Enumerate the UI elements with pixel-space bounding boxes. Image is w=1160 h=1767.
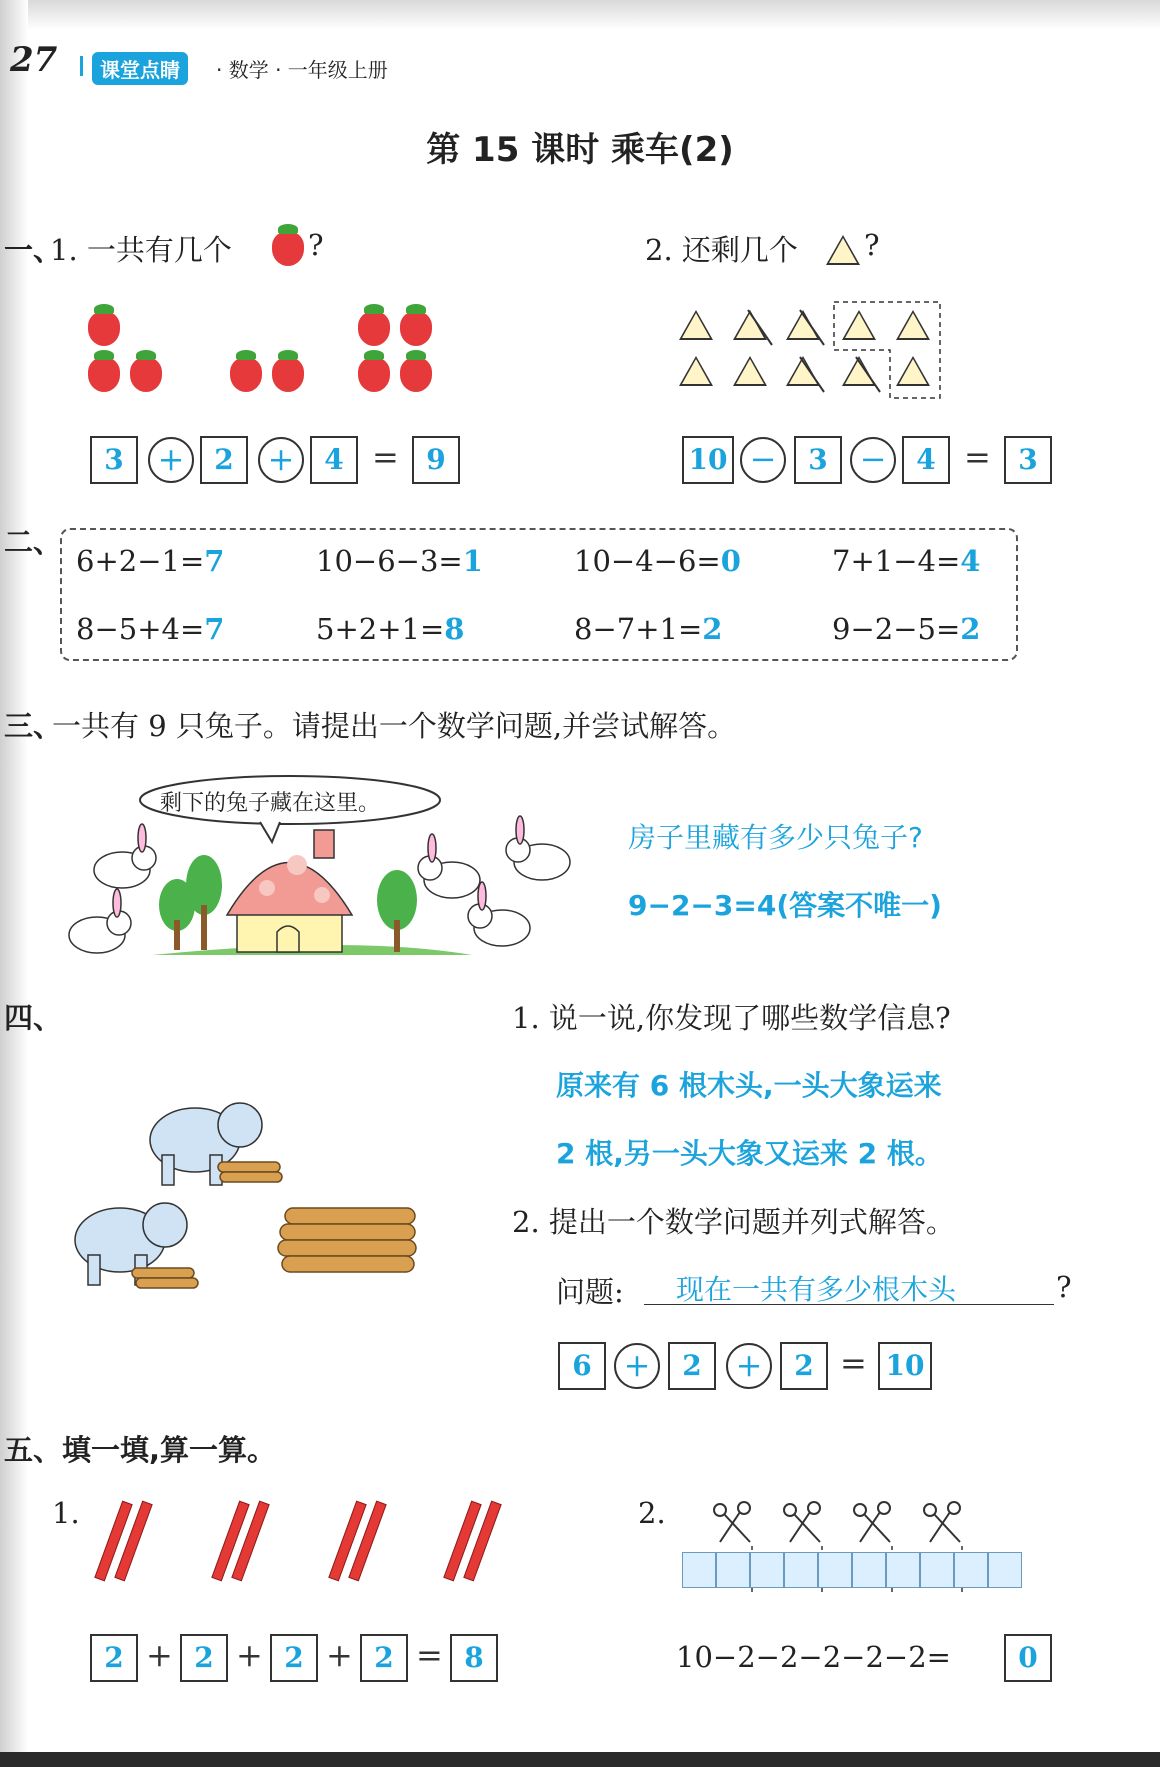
elephants-logs-illustration — [50, 1090, 450, 1300]
tape-cell — [988, 1552, 1022, 1588]
problem-answer: 现在一共有多少根木头 — [676, 1273, 957, 1306]
answer-box: 4 — [310, 436, 358, 484]
calc-expr: 8−7+1= — [574, 612, 703, 646]
problem-label: 问题: — [556, 1275, 624, 1309]
header-divider — [80, 56, 83, 76]
answer-box: 2 — [180, 1634, 228, 1682]
strawberry — [400, 312, 432, 346]
plus-sign: + — [146, 1636, 173, 1674]
section-5-q2: 2. — [638, 1496, 666, 1530]
calc-expr: 8−5+4= — [76, 612, 205, 646]
section-1-q2-end: ? — [864, 228, 880, 262]
strawberry — [130, 358, 162, 392]
section-3-prompt: 一共有 9 只兔子。请提出一个数学问题,并尝试解答。 — [52, 709, 737, 743]
answer-box: 10 — [878, 1342, 932, 1390]
page-bottom-bar — [0, 1752, 1160, 1767]
header-badge: 课堂点睛 — [92, 52, 188, 85]
operator-circle: − — [740, 437, 786, 483]
section-5-label: 五、填一填,算一算。 — [4, 1433, 277, 1467]
speech-bubble-text: 剩下的兔子藏在这里。 — [160, 791, 381, 816]
calc-item — [316, 544, 483, 578]
calc-item — [316, 612, 464, 646]
calc-answer: 7 — [204, 612, 225, 646]
answer-box: 2 — [90, 1634, 138, 1682]
answer-box: 10 — [682, 436, 734, 484]
strawberry — [358, 312, 390, 346]
calc-item — [76, 544, 224, 578]
calc-answer: 2 — [702, 612, 723, 646]
strawberry — [400, 358, 432, 392]
answer-box: 3 — [90, 436, 138, 484]
answer-box: 2 — [270, 1634, 318, 1682]
calc-item — [574, 544, 741, 578]
section-4-q1: 1. 说一说,你发现了哪些数学信息? — [512, 1001, 951, 1035]
triangle-icon — [826, 235, 860, 265]
page-number: 27 — [10, 40, 58, 80]
answer-box: 2 — [780, 1342, 828, 1390]
calc-answer: 0 — [720, 544, 741, 578]
operator-circle: + — [614, 1343, 660, 1389]
operator-circle: + — [726, 1343, 772, 1389]
strawberry — [88, 312, 120, 346]
section-1-q1: 1. 一共有几个 — [50, 233, 232, 267]
calc-answer: 8 — [444, 612, 465, 646]
tape-cell — [818, 1552, 852, 1588]
plus-sign: + — [236, 1636, 263, 1674]
section-4-a1-line1: 原来有 6 根木头,一头大象运来 — [556, 1069, 942, 1102]
strawberry — [358, 358, 390, 392]
tape-cell — [954, 1552, 988, 1588]
calc-expr: 7+1−4= — [832, 544, 961, 578]
answer-box: 2 — [200, 436, 248, 484]
tape-cell — [750, 1552, 784, 1588]
answer-box: 0 — [1004, 1634, 1052, 1682]
equals-sign: = — [372, 438, 399, 476]
answer-box: 3 — [794, 436, 842, 484]
equals-sign: = — [964, 438, 991, 476]
answer-box: 6 — [558, 1342, 606, 1390]
calc-expr: 10−6−3= — [316, 544, 463, 578]
header-subtitle: · 数学 · 一年级上册 — [216, 58, 388, 82]
cross-marks — [660, 295, 950, 405]
section-5-eq2: 10−2−2−2−2−2= — [676, 1640, 951, 1674]
operator-circle: − — [850, 437, 896, 483]
page-title: 第 15 课时 乘车(2) — [426, 130, 734, 170]
calc-expr: 5+2+1= — [316, 612, 445, 646]
tape-cell — [716, 1552, 750, 1588]
calc-item — [832, 612, 980, 646]
operator-circle: + — [258, 437, 304, 483]
tape-cell — [886, 1552, 920, 1588]
section-3-answer-equation: 9−2−3=4(答案不唯一) — [628, 889, 942, 922]
strawberry — [230, 358, 262, 392]
calc-answer: 7 — [204, 544, 225, 578]
calc-answer: 2 — [960, 612, 981, 646]
section-1-q2: 2. 还剩几个 — [645, 233, 798, 267]
answer-box: 4 — [902, 436, 950, 484]
equals-sign: = — [840, 1344, 867, 1382]
plus-sign: + — [326, 1636, 353, 1674]
answer-box: 8 — [450, 1634, 498, 1682]
section-1-q1-end: ? — [308, 228, 324, 262]
answer-box: 2 — [668, 1342, 716, 1390]
calc-expr: 9−2−5= — [832, 612, 961, 646]
tape-cell — [920, 1552, 954, 1588]
section-3-label: 三、 — [4, 709, 63, 743]
section-3-answer-question: 房子里藏有多少只兔子? — [628, 821, 923, 854]
section-4-a1-line2: 2 根,另一头大象又运来 2 根。 — [556, 1137, 943, 1170]
page-top-edge — [0, 0, 1160, 30]
strawberry — [272, 358, 304, 392]
section-1-label: 一、 — [4, 233, 63, 267]
tape-cell — [852, 1552, 886, 1588]
answer-box: 9 — [412, 436, 460, 484]
answer-box: 3 — [1004, 436, 1052, 484]
section-4-q2: 2. 提出一个数学问题并列式解答。 — [512, 1205, 955, 1239]
section-2-label: 二、 — [4, 525, 63, 559]
problem-end: ? — [1056, 1270, 1072, 1304]
operator-circle: + — [148, 437, 194, 483]
calc-expr: 10−4−6= — [574, 544, 721, 578]
tape-cell — [784, 1552, 818, 1588]
calc-item — [574, 612, 722, 646]
answer-box: 2 — [360, 1634, 408, 1682]
calc-expr: 6+2−1= — [76, 544, 205, 578]
calc-answer: 4 — [960, 544, 981, 578]
tape-cell — [682, 1552, 716, 1588]
section-5-q1: 1. — [52, 1496, 80, 1530]
calc-answer: 1 — [462, 544, 483, 578]
equals-sign: = — [416, 1636, 443, 1674]
section-4-label: 四、 — [4, 1001, 63, 1035]
calc-item — [832, 544, 980, 578]
strawberry-icon — [272, 232, 304, 266]
strawberry — [88, 358, 120, 392]
calc-item — [76, 612, 224, 646]
